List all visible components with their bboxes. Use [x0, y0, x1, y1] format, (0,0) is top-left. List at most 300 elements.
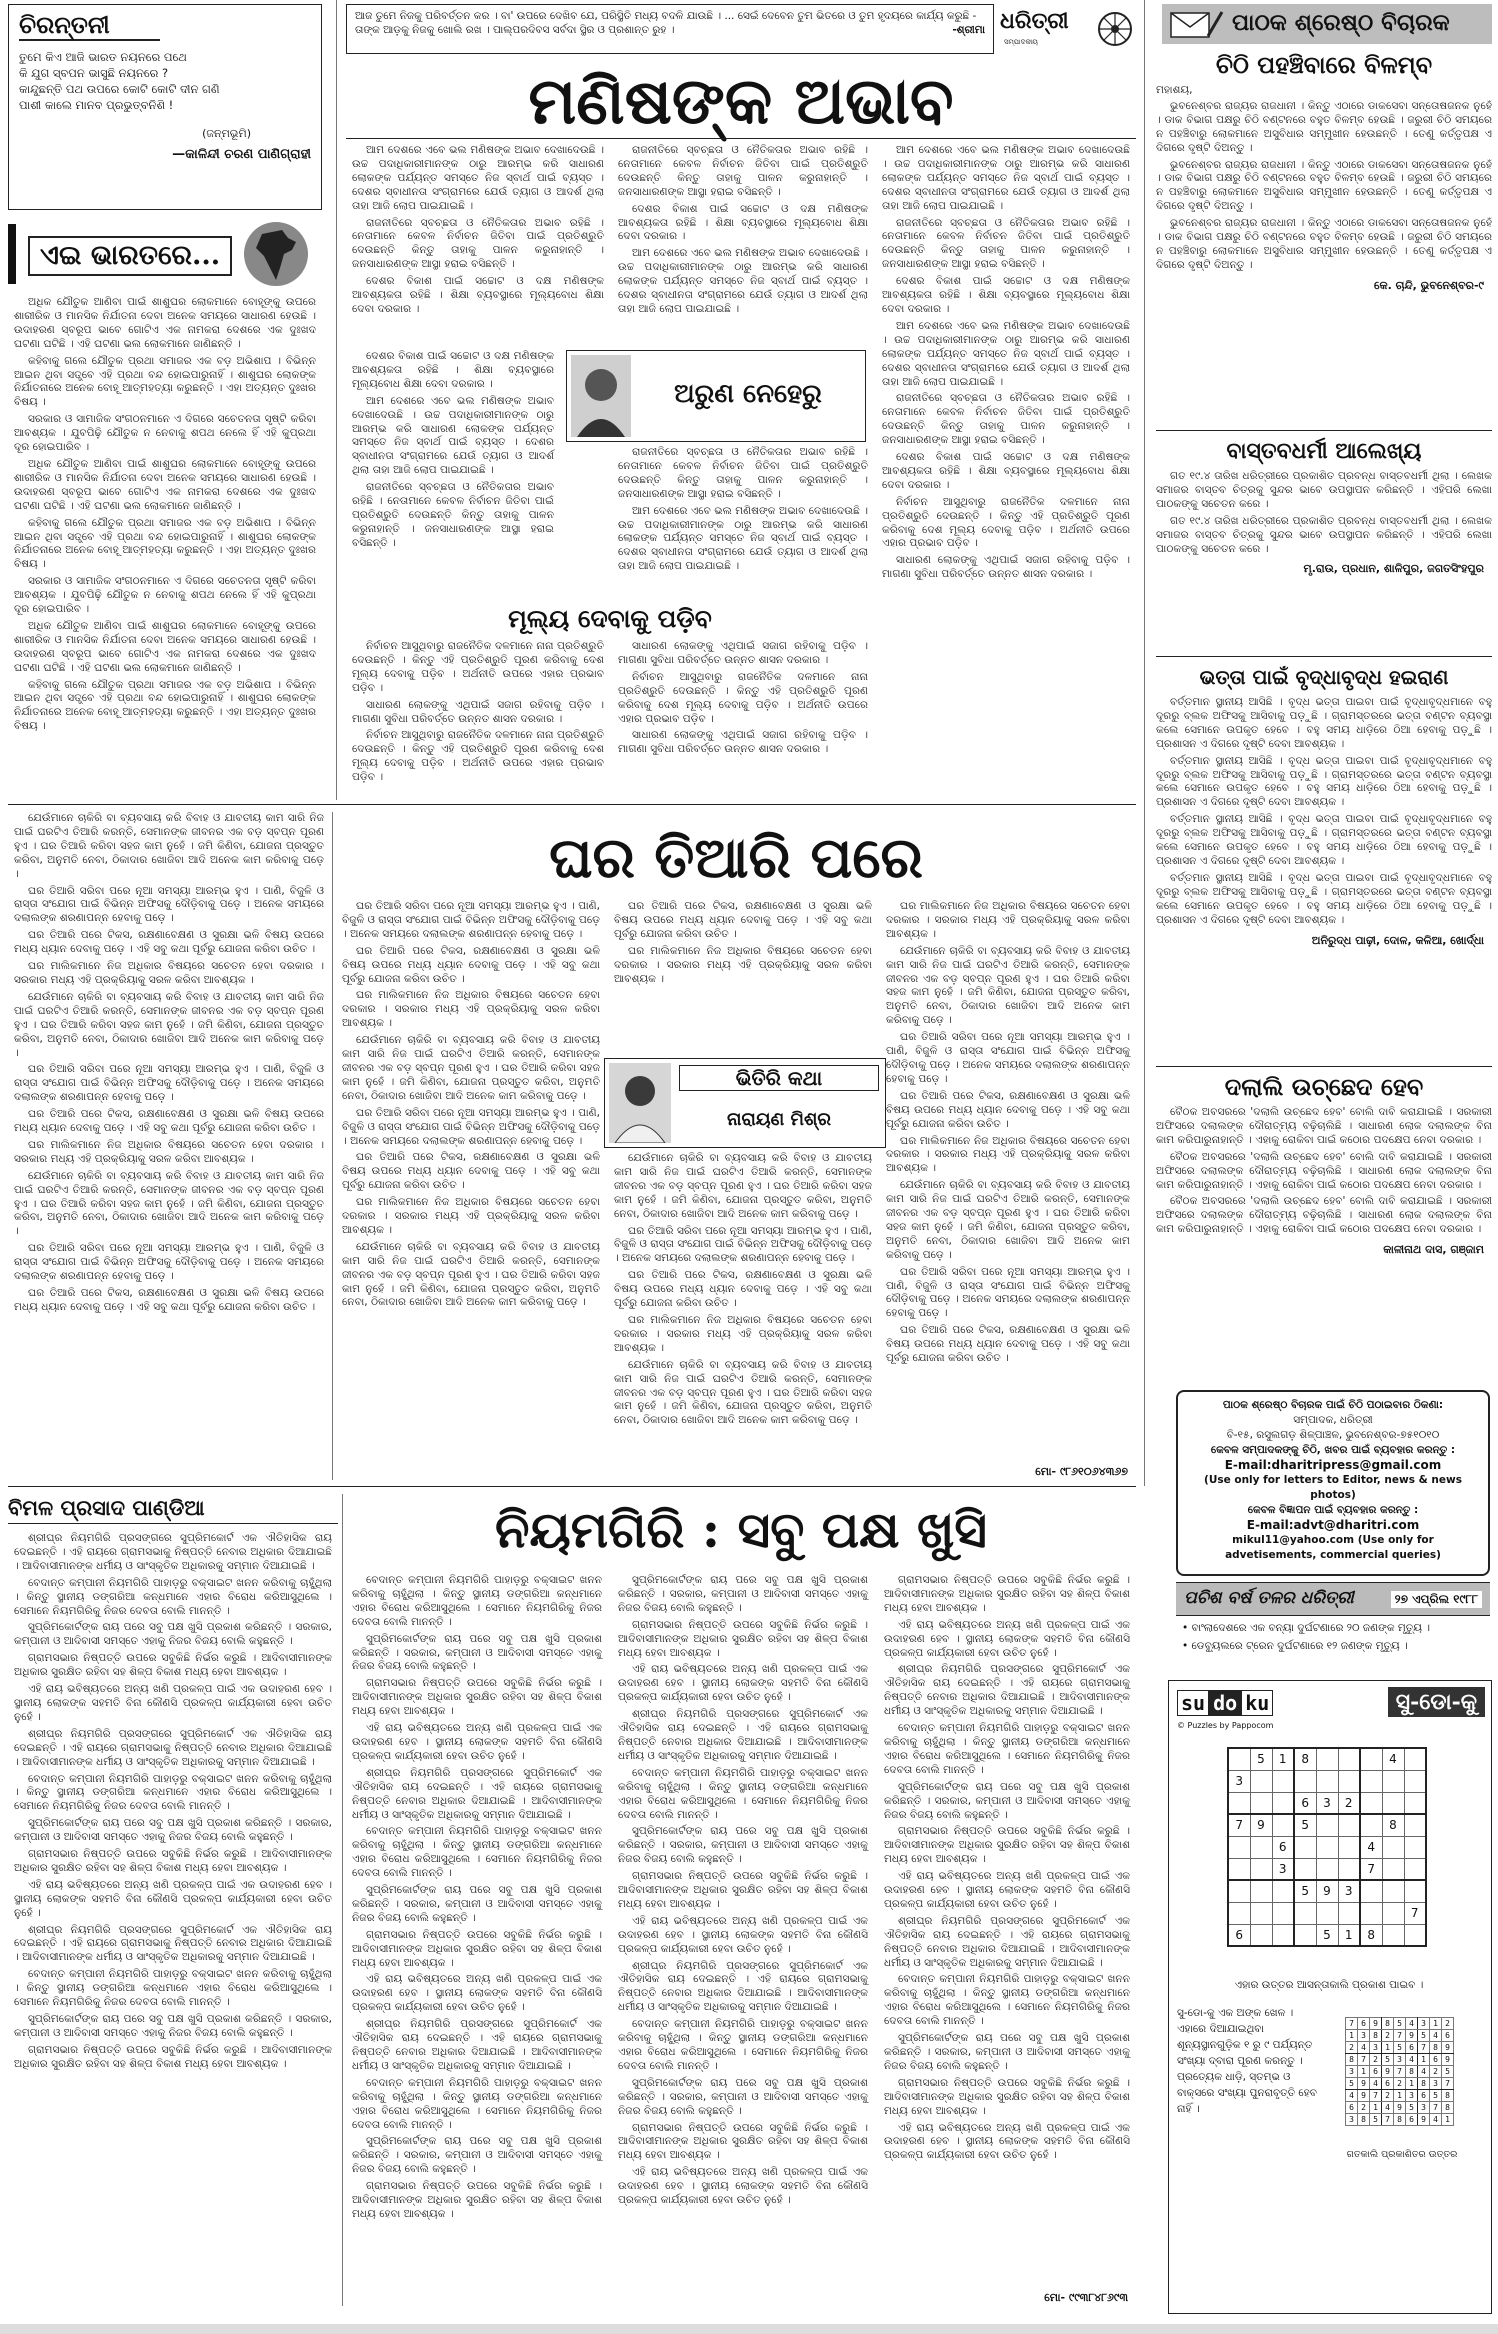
solution-cell: 9	[1442, 2042, 1454, 2054]
paragraph: ସୁପ୍ରିମକୋର୍ଟଙ୍କ ରାୟ ପରେ ସବୁ ପକ୍ଷ ଖୁସି ପ୍ରକାଶ କରିଛନ୍ତି । ସରକାର, କମ୍ପାନୀ ଓ ଆଦିବାସୀ ସମସ୍ତେ ଏହାକୁ ନିଜର ବିଜୟ ବୋଲି କହୁଛନ୍ତି ।	[618, 2076, 868, 2117]
sudoku-cell[interactable]	[1294, 1858, 1316, 1880]
pachisha-banner	[1176, 1582, 1490, 1616]
section-divider	[8, 1486, 1136, 1487]
solution-cell: 5	[1394, 2042, 1406, 2054]
paragraph: ଗ୍ରାମସଭାର ନିଷ୍ପତ୍ତି ଉପରେ ସବୁକିଛି ନିର୍ଭର କରୁଛି । ଆଦିବାସୀମାନଙ୍କ ଅଧିକାର ସୁରକ୍ଷିତ ରହିବା ସହ ଶିଳ୍ପ ବିକାଶ ମଧ୍ୟ ହେବା ଆବଶ୍ୟକ ।	[884, 1825, 1130, 1866]
sudoku-cell[interactable]	[1316, 1748, 1338, 1770]
solution-row	[1346, 2030, 1454, 2042]
solution-cell: 2	[1346, 2042, 1358, 2054]
solution-cell: 5	[1418, 2030, 1430, 2042]
sudoku-cell[interactable]: 9	[1316, 1880, 1338, 1902]
solution-cell: 4	[1370, 2078, 1382, 2090]
sudoku-cell[interactable]	[1250, 1858, 1272, 1880]
niyamagiri-contact: ମୋ- ୯୯୩୮୪୮୬୯୩	[1044, 2291, 1128, 2304]
paragraph: ଘର ମାଲିକମାନେ ନିଜ ଅଧିକାର ବିଷୟରେ ସଚେତନ ହେବା ଦରକାର । ସରକାର ମଧ୍ୟ ଏହି ପ୍ରକ୍ରିୟାକୁ ସରଳ କରିବା ଆବଶ୍ୟକ ।	[886, 1134, 1130, 1175]
paragraph: ଶ୍ରୀଘ୍ର ନିୟମଗିରି ପ୍ରସଙ୍ଗରେ ସୁପ୍ରିମକୋର୍ଟ ଏକ ଐତିହାସିକ ରାୟ ଦେଇଛନ୍ତି । ଏହି ରାୟରେ ଗ୍ରାମସଭାକୁ ନିଷ୍ପତ୍ତି ନେବାର ଅଧିକାର ଦିଆଯାଇଛି । ଆଦିବାସୀମାନଙ୍କ ଧର୍ମୀୟ ଓ ସାଂସ୍କୃତିକ ଅଧିକାରକୁ ସମ୍ମାନ ଦିଆଯାଇଛି ।	[618, 1959, 868, 2014]
paragraph: ନିର୍ବାଚନ ଆସୁଥିବାରୁ ରାଜନୈତିକ ଦଳମାନେ ନାନା ପ୍ରତିଶ୍ରୁତି ଦେଉଛନ୍ତି । କିନ୍ତୁ ଏହି ପ୍ରତିଶ୍ରୁତି ପୂରଣ କରିବାକୁ ଦେଶ ମୂଲ୍ୟ ଦେବାକୁ ପଡ଼ିବ । ଅର୍ଥନୀତି ଉପରେ ଏହାର ପ୍ରଭାବ ପଡ଼ିବ ।	[882, 495, 1130, 550]
sudoku-cell[interactable]	[1338, 1902, 1360, 1924]
columnist-photo	[609, 1063, 671, 1143]
editorial-col-2b	[612, 446, 874, 602]
paragraph: ଏହି ରାୟ ଭବିଷ୍ୟତରେ ଅନ୍ୟ ଖଣି ପ୍ରକଳ୍ପ ପାଇଁ ଏକ ଉଦାହରଣ ହେବ । ସ୍ଥାନୀୟ ଲୋକଙ୍କ ସହମତି ବିନା କୌଣସି ପ୍ରକଳ୍ପ କାର୍ଯ୍ୟକାରୀ ହେବା ଉଚିତ ନୁହେଁ ।	[618, 1914, 868, 1955]
contact-line: (Use only for letters to Editor, news & news photos)	[1204, 1474, 1462, 1501]
sudoku-cell[interactable]	[1250, 1836, 1272, 1858]
sudoku-cell[interactable]	[1272, 1770, 1294, 1792]
solution-cell: 3	[1430, 2078, 1442, 2090]
contact-line: କେବଳ ସମ୍ପାଦକଙ୍କୁ ଚିଠି, ଖବର ପାଇଁ ବ୍ୟବହାର କରନ୍ତୁ :	[1210, 1444, 1456, 1456]
solution-cell: 4	[1406, 2054, 1418, 2066]
contact-line: ବି-୧୫, ରସୁଲଗଡ଼ ଶିଳ୍ପାଞ୍ଚଳ, ଭୁବନେଶ୍ବର-୭୫୧୦୧୦	[1226, 1429, 1440, 1441]
solution-cell: 9	[1418, 2114, 1430, 2126]
quote-box	[346, 4, 994, 54]
solution-cell: 6	[1406, 2114, 1418, 2126]
paragraph: ବର୍ତ୍ତମାନ ସ୍ଥାନୀୟ ଆସିଛି । ବୃଦ୍ଧ ଭତ୍ତା ପାଇବା ପାଇଁ ବୃଦ୍ଧାବୃଦ୍ଧମାନେ ବହୁ ଦୂରରୁ ବ୍ଲକ ଅଫିସକୁ ଆସିବାକୁ ପଡ଼ୁଛି । ଗ୍ରାମସ୍ତରରେ ଭତ୍ତା ବଣ୍ଟନ ବ୍ୟବସ୍ଥା କଲେ ସେମାନେ ଉପକୃତ ହେବେ । ବହୁ ସମୟ ଧାଡ଼ିରେ ଠିଆ ହେବାକୁ ପଡ଼ୁଛି । ପ୍ରଶାସନ ଏ ଦିଗରେ ଦୃଷ୍ଟି ଦେବା ଆବଶ୍ୟକ ।	[1156, 754, 1492, 809]
paragraph: ଗ୍ରାମସଭାର ନିଷ୍ପତ୍ତି ଉପରେ ସବୁକିଛି ନିର୍ଭର କରୁଛି । ଆଦିବାସୀମାନଙ୍କ ଅଧିକାର ସୁରକ୍ଷିତ ରହିବା ସହ ଶିଳ୍ପ ବିକାଶ ମଧ୍ୟ ହେବା ଆବଶ୍ୟକ ।	[14, 1652, 332, 1679]
sudoku-cell[interactable]	[1360, 1902, 1382, 1924]
poem-line: କାନ୍ଦୁଛନ୍ତି ପଥ ଉପରେ କୋଟି କୋଟି ଦୀନ ଗଣି	[19, 82, 220, 96]
letter-title: ଭତ୍ତା ପାଇଁ ବୃଦ୍ଧାବୃଦ୍ଧ ହଇରାଣ	[1199, 665, 1449, 689]
solution-row	[1346, 2102, 1454, 2114]
solution-cell: 7	[1418, 2042, 1430, 2054]
solution-cell: 2	[1442, 2018, 1454, 2030]
solution-cell: 1	[1358, 2066, 1370, 2078]
sudoku-cell[interactable]	[1382, 1858, 1404, 1880]
solution-cell: 9	[1370, 2018, 1382, 2030]
sub-editorial-col-1	[346, 640, 610, 792]
editorial-col-2	[612, 144, 874, 346]
sudoku-cell[interactable]	[1382, 1836, 1404, 1858]
letter-body	[1156, 100, 1492, 273]
sudoku-cell[interactable]	[1360, 1748, 1382, 1770]
solution-cell: 3	[1406, 2090, 1418, 2102]
sudoku-cell[interactable]	[1316, 1902, 1338, 1924]
paragraph: ଏହି ରାୟ ଭବିଷ୍ୟତରେ ଅନ୍ୟ ଖଣି ପ୍ରକଳ୍ପ ପାଇଁ ଏକ ଉଦାହରଣ ହେବ । ସ୍ଥାନୀୟ ଲୋକଙ୍କ ସହମତି ବିନା କୌଣସି ପ୍ରକଳ୍ପ କାର୍ଯ୍ୟକାରୀ ହେବା ଉଚିତ ନୁହେଁ ।	[14, 1683, 332, 1723]
paragraph: ଗ୍ରାମସଭାର ନିଷ୍ପତ୍ତି ଉପରେ ସବୁକିଛି ନିର୍ଭର କରୁଛି । ଆଦିବାସୀମାନଙ୍କ ଅଧିକାର ସୁରକ୍ଷିତ ରହିବା ସହ ଶିଳ୍ପ ବିକାଶ ମଧ୍ୟ ହେବା ଆବଶ୍ୟକ ।	[618, 1618, 868, 1659]
paragraph: ସାଧାରଣ ଲୋକଙ୍କୁ ଏଥିପାଇଁ ସଜାଗ ରହିବାକୁ ପଡ଼ିବ । ମାଗଣା ସୁବିଧା ପରିବର୍ତ୍ତେ ଉନ୍ନତ ଶାସନ ଦରକାର ।	[618, 729, 868, 756]
sudoku-cell[interactable]: 3	[1228, 1770, 1250, 1792]
letter-4	[1156, 1072, 1492, 1380]
solution-cell: 6	[1442, 2030, 1454, 2042]
paragraph: ଗ୍ରାମସଭାର ନିଷ୍ପତ୍ତି ଉପରେ ସବୁକିଛି ନିର୍ଭର କରୁଛି । ଆଦିବାସୀମାନଙ୍କ ଅଧିକାର ସୁରକ୍ଷିତ ରହିବା ସହ ଶିଳ୍ପ ବିକାଶ ମଧ୍ୟ ହେବା ଆବଶ୍ୟକ ।	[884, 1574, 1130, 1614]
paragraph: ସୁପ୍ରିମକୋର୍ଟଙ୍କ ରାୟ ପରେ ସବୁ ପକ୍ଷ ଖୁସି ପ୍ରକାଶ କରିଛନ୍ତି । ସରକାର, କମ୍ପାନୀ ଓ ଆଦିବାସୀ ସମସ୍ତେ ଏହାକୁ ନିଜର ବିଜୟ ବୋଲି କହୁଛନ୍ତି ।	[14, 2013, 332, 2039]
sudoku-cell[interactable]	[1382, 1792, 1404, 1814]
paragraph: ଘର ମାଲିକମାନେ ନିଜ ଅଧିକାର ବିଷୟରେ ସଚେତନ ହେବା ଦରକାର । ସରକାର ମଧ୍ୟ ଏହି ପ୍ରକ୍ରିୟାକୁ ସରଳ କରିବା ଆବଶ୍ୟକ ।	[14, 960, 324, 986]
sudoku-cell[interactable]	[1404, 1858, 1426, 1880]
paragraph: ଦେଶର ବିକାଶ ପାଇଁ ସଚ୍ଚୋଟ ଓ ଦକ୍ଷ ମଣିଷଙ୍କ ଆବଶ୍ୟକତା ରହିଛି । ଶିକ୍ଷା ବ୍ୟବସ୍ଥାରେ ମୂଲ୍ୟବୋଧ ଶିକ୍ଷା ଦେବା ଦରକାର ।	[882, 275, 1130, 315]
ghara-col-3	[880, 900, 1136, 1460]
sudoku-title: ସୁ-ଡୋ-କୁ	[1388, 1687, 1485, 1717]
sudoku-cell[interactable]	[1294, 1836, 1316, 1858]
chirantani-box	[8, 4, 322, 210]
paragraph: ସାଧାରଣ ଲୋକଙ୍କୁ ଏଥିପାଇଁ ସଜାଗ ରହିବାକୁ ପଡ଼ିବ । ମାଗଣା ସୁବିଧା ପରିବର୍ତ୍ତେ ଉନ୍ନତ ଶାସନ ଦରକାର ।	[882, 554, 1130, 581]
sudoku-cell[interactable]	[1382, 1924, 1404, 1946]
section-divider	[8, 804, 1136, 805]
solution-cell: 4	[1430, 2114, 1442, 2126]
email-advt[interactable]: E-mail:advt@dharitri.com	[1246, 1518, 1420, 1532]
solution-cell: 1	[1442, 2114, 1454, 2126]
paragraph: ବେଦାନ୍ତ କମ୍ପାନୀ ନିୟମଗିରି ପାହାଡ଼ରୁ ବକ୍ସାଇଟ ଖନନ କରିବାକୁ ଚାହୁଁଥିଲା । କିନ୍ତୁ ସ୍ଥାନୀୟ ଡଙ୍ଗରିଆ କନ୍ଧମାନେ ଏହାର ବିରୋଧ କରିଆସୁଥିଲେ । ସେମାନେ ନିୟମଗିରିକୁ ନିଜର ଦେବତା ବୋଲି ମାନନ୍ତି ।	[352, 1574, 602, 1628]
sudoku-cell[interactable]	[1228, 1792, 1250, 1814]
solution-cell: 4	[1430, 2030, 1442, 2042]
solution-cell: 3	[1394, 2054, 1406, 2066]
column-rule	[336, 0, 337, 800]
paragraph: ରାଜନୀତିରେ ସ୍ବଚ୍ଛତା ଓ ନୈତିକତାର ଅଭାବ ରହିଛି । ନେତାମାନେ କେବଳ ନିର୍ବାଚନ ଜିତିବା ପାଇଁ ପ୍ରତିଶ୍ରୁତି ଦେଉଛନ୍ତି କିନ୍ତୁ ତାହାକୁ ପାଳନ କରୁନାହାନ୍ତି । ଜନସାଧାରଣଙ୍କ ଆସ୍ଥା ହରାଇ ବସିଛନ୍ତି ।	[882, 392, 1130, 447]
paragraph: ଏହି ରାୟ ଭବିଷ୍ୟତରେ ଅନ୍ୟ ଖଣି ପ୍ରକଳ୍ପ ପାଇଁ ଏକ ଉଦାହରଣ ହେବ । ସ୍ଥାନୀୟ ଲୋକଙ୍କ ସହମତି ବିନା କୌଣସି ପ୍ରକଳ୍ପ କାର୍ଯ୍ୟକାରୀ ହେବା ଉଚିତ ନୁହେଁ ।	[618, 2166, 868, 2207]
paragraph: ଅଧିକ ଯୌତୁକ ଆଣିବା ପାଇଁ ଶାଶୁଘର ଲୋକମାନେ ବୋହୂଙ୍କୁ ଉପରେ ଶାରୀରିକ ଓ ମାନସିକ ନିର୍ଯାତନା ଦେବା ଅନେକ ସମୟରେ ସାଧାରଣ ହେଉଛି । ଉଦାହରଣ ସ୍ବରୂପ ଭାବେ ଗୋଟିଏ ଏକ ନାମକରା ଦେଶରେ ଏକ ଦୁଃଖଦ ଘଟଣା ଘଟିଛି । ଏହି ଘଟଣା ଭଲ ଲୋକମାନେ ଜାଣିଛନ୍ତି ।	[14, 619, 316, 674]
solution-row	[1346, 2018, 1454, 2030]
pathaka-header	[1162, 4, 1492, 44]
paragraph: ଏହି ରାୟ ଭବିଷ୍ୟତରେ ଅନ୍ୟ ଖଣି ପ୍ରକଳ୍ପ ପାଇଁ ଏକ ଉଦାହରଣ ହେବ । ସ୍ଥାନୀୟ ଲୋକଙ୍କ ସହମତି ବିନା କୌଣସି ପ୍ରକଳ୍ପ କାର୍ଯ୍ୟକାରୀ ହେବା ଉଚିତ ନୁହେଁ ।	[884, 1870, 1130, 1910]
solution-row	[1346, 2066, 1454, 2078]
sudoku-cell[interactable]: 7	[1228, 1814, 1250, 1836]
email-editor[interactable]: E-mail:dharitripress@gmail.com	[1224, 1458, 1442, 1472]
solution-cell: 6	[1370, 2066, 1382, 2078]
solution-cell: 7	[1358, 2054, 1370, 2066]
sudoku-logo	[1177, 1691, 1273, 1715]
solution-cell: 6	[1358, 2018, 1370, 2030]
sudoku-cell[interactable]	[1360, 1770, 1382, 1792]
paragraph: ଯେଉଁମାନେ ଚାକିରି ବା ବ୍ୟବସାୟ କରି ବିବାହ ଓ ଯାବତୀୟ କାମ ସାରି ନିଜ ପାଇଁ ଘରଟିଏ ତିଆରି କରନ୍ତି, ସେମାନଙ୍କ ଜୀବନର ଏକ ବଡ଼ ସ୍ବପ୍ନ ପୂରଣ ହୁଏ । ଘର ତିଆରି କରିବା ସହଜ କାମ ନୁହେଁ । ଜମି କିଣିବା, ଯୋଜନା ପ୍ରସ୍ତୁତ କରିବା, ଅନୁମତି ନେବା, ଠିକାଦାର ଖୋଜିବା ଆଦି ଅନେକ କାମ କରିବାକୁ ପଡ଼େ ।	[14, 990, 324, 1059]
solution-row	[1346, 2090, 1454, 2102]
sudoku-cell[interactable]: 3	[1338, 1880, 1360, 1902]
paragraph: ଦେଶର ବିକାଶ ପାଇଁ ସଚ୍ଚୋଟ ଓ ଦକ୍ଷ ମଣିଷଙ୍କ ଆବଶ୍ୟକତା ରହିଛି । ଶିକ୍ଷା ବ୍ୟବସ୍ଥାରେ ମୂଲ୍ୟବୋଧ ଶିକ୍ଷା ଦେବା ଦରକାର ।	[352, 350, 554, 390]
paragraph: ଶ୍ରୀଘ୍ର ନିୟମଗିରି ପ୍ରସଙ୍ଗରେ ସୁପ୍ରିମକୋର୍ଟ ଏକ ଐତିହାସିକ ରାୟ ଦେଇଛନ୍ତି । ଏହି ରାୟରେ ଗ୍ରାମସଭାକୁ ନିଷ୍ପତ୍ତି ନେବାର ଅଧିକାର ଦିଆଯାଇଛି । ଆଦିବାସୀମାନଙ୍କ ଧର୍ମୀୟ ଓ ସାଂସ୍କୃତିକ ଅଧିକାରକୁ ସମ୍ମାନ ଦିଆଯାଇଛି ।	[884, 1914, 1130, 1969]
divider	[1156, 1066, 1492, 1067]
solution-cell: 9	[1382, 2066, 1394, 2078]
sudoku-cell[interactable]: 1	[1272, 1748, 1294, 1770]
sudoku-cell[interactable]	[1272, 1902, 1294, 1924]
solution-cell: 3	[1358, 2030, 1370, 2042]
sudoku-cell[interactable]: 6	[1228, 1924, 1250, 1946]
solution-cell: 8	[1382, 2018, 1394, 2030]
paragraph: ବୈଠକ ଅବସରରେ 'ଦଲାଲି ଉଚ୍ଛେଦ ହେବ' ବୋଲି ଦାବି କରାଯାଇଛି । ସରକାରୀ ଅଫିସରେ ଦଲାଲଙ୍କ ଦୌରାତ୍ମ୍ୟ ବଢ଼ିଚାଲିଛି । ସାଧାରଣ ଲୋକ ଦଲାଲଙ୍କ ବିନା କାମ କରିପାରୁନାହାନ୍ତି । ଏହାକୁ ରୋକିବା ପାଇଁ କଠୋର ପଦକ୍ଷେପ ନେବା ଦରକାର ।	[1156, 1150, 1492, 1191]
paragraph: ଦେଶର ବିକାଶ ପାଇଁ ସଚ୍ଚୋଟ ଓ ଦକ୍ଷ ମଣିଷଙ୍କ ଆବଶ୍ୟକତା ରହିଛି । ଶିକ୍ଷା ବ୍ୟବସ୍ଥାରେ ମୂଲ୍ୟବୋଧ ଶିକ୍ଷା ଦେବା ଦରକାର ।	[882, 451, 1130, 491]
sudoku-cell[interactable]	[1360, 1814, 1382, 1836]
sudoku-cell[interactable]: 6	[1294, 1792, 1316, 1814]
solution-cell: 6	[1430, 2054, 1442, 2066]
paragraph: ଦେଶର ବିକାଶ ପାଇଁ ସଚ୍ଚୋଟ ଓ ଦକ୍ଷ ମଣିଷଙ୍କ ଆବଶ୍ୟକତା ରହିଛି । ଶିକ୍ଷା ବ୍ୟବସ୍ଥାରେ ମୂଲ୍ୟବୋଧ ଶିକ୍ଷା ଦେବା ଦରକାର ।	[352, 275, 604, 315]
columnist-photo	[571, 355, 631, 437]
paragraph: ଆମ ଦେଶରେ ଏବେ ଭଲ ମଣିଷଙ୍କ ଅଭାବ ଦେଖାଦେଉଛି । ଉଚ୍ଚ ପଦାଧିକାରୀମାନଙ୍କ ଠାରୁ ଆରମ୍ଭ କରି ସାଧାରଣ ଲୋକଙ୍କ ପର୍ଯ୍ୟନ୍ତ ସମସ୍ତେ ନିଜ ସ୍ବାର୍ଥ ପାଇଁ ବ୍ୟସ୍ତ । ଦେଶର ସ୍ବାଧୀନତା ସଂଗ୍ରାମରେ ଯେଉଁ ତ୍ୟାଗ ଓ ଆଦର୍ଶ ଥିଲା ତାହା ଆଜି ଲୋପ ପାଇଯାଇଛି ।	[352, 394, 554, 477]
sudoku-cell[interactable]	[1228, 1902, 1250, 1924]
paragraph: ସରକାର ଓ ସାମାଜିକ ସଂଗଠନମାନେ ଏ ଦିଗରେ ସଚେତନତା ସୃଷ୍ଟି କରିବା ଆବଶ୍ୟକ । ଯୁବପିଢ଼ି ଯୌତୁକ ନ ନେବାକୁ ଶପଥ ନେଲେ ହିଁ ଏହି କୁପ୍ରଥା ଦୂର ହୋଇପାରିବ ।	[14, 575, 316, 616]
paragraph: ଘର ତିଆରି ସରିବା ପରେ ନୂଆ ସମସ୍ୟା ଆରମ୍ଭ ହୁଏ । ପାଣି, ବିଜୁଳି ଓ ରାସ୍ତା ସଂଯୋଗ ପାଇଁ ବିଭିନ୍ନ ଅଫିସକୁ ଦୌଡ଼ିବାକୁ ପଡ଼େ । ଅନେକ ସମୟରେ ଦଲାଲଙ୍କ ଶରଣାପନ୍ନ ହେବାକୁ ପଡ଼େ ।	[14, 1063, 324, 1104]
solution-cell: 7	[1370, 2090, 1382, 2102]
paragraph: ବର୍ତ୍ତମାନ ସ୍ଥାନୀୟ ଆସିଛି । ବୃଦ୍ଧ ଭତ୍ତା ପାଇବା ପାଇଁ ବୃଦ୍ଧାବୃଦ୍ଧମାନେ ବହୁ ଦୂରରୁ ବ୍ଲକ ଅଫିସକୁ ଆସିବାକୁ ପଡ଼ୁଛି । ଗ୍ରାମସ୍ତରରେ ଭତ୍ତା ବଣ୍ଟନ ବ୍ୟବସ୍ଥା କଲେ ସେମାନେ ଉପକୃତ ହେବେ । ବହୁ ସମୟ ଧାଡ଼ିରେ ଠିଆ ହେବାକୁ ପଡ଼ୁଛି । ପ୍ରଶାସନ ଏ ଦିଗରେ ଦୃଷ୍ଟି ଦେବା ଆବଶ୍ୟକ ।	[1156, 696, 1492, 750]
sudoku-cell[interactable]: 5	[1294, 1814, 1316, 1836]
paragraph: ଗ୍ରାମସଭାର ନିଷ୍ପତ୍ତି ଉପରେ ସବୁକିଛି ନିର୍ଭର କରୁଛି । ଆଦିବାସୀମାନଙ୍କ ଅଧିକାର ସୁରକ୍ଷିତ ରହିବା ସହ ଶିଳ୍ପ ବିକାଶ ମଧ୍ୟ ହେବା ଆବଶ୍ୟକ ।	[352, 2180, 602, 2220]
pen-icon	[1204, 8, 1226, 40]
sudoku-cell[interactable]	[1316, 1814, 1338, 1836]
masthead-name: ଧରିତ୍ରୀ	[1000, 8, 1069, 34]
ei-bharatare-header	[8, 220, 322, 290]
letter-salute: ମହାଶୟ,	[1156, 84, 1193, 96]
sudoku-cell[interactable]: 7	[1404, 1902, 1426, 1924]
paragraph: ଭୁବନେଶ୍ବର ରାଜ୍ୟର ରାଜଧାନୀ । କିନ୍ତୁ ଏଠାରେ ଡାକସେବା ସନ୍ତୋଷଜନକ ନୁହେଁ । ଡାକ ବିଭାଗ ପକ୍ଷରୁ ଚିଠି ବଣ୍ଟନରେ ବହୁତ ବିଳମ୍ବ ହେଉଛି । ଜରୁରୀ ଚିଠି ସମୟରେ ନ ପହଞ୍ଚିବାରୁ ଲୋକମାନେ ଅସୁବିଧାର ସମ୍ମୁଖୀନ ହେଉଛନ୍ତି । ତେଣୁ କର୍ତ୍ତୃପକ୍ଷ ଏ ଦିଗରେ ଦୃଷ୍ଟି ଦିଅନ୍ତୁ ।	[1156, 217, 1492, 271]
paragraph: ଆମ ଦେଶରେ ଏବେ ଭଲ ମଣିଷଙ୍କ ଅଭାବ ଦେଖାଦେଉଛି । ଉଚ୍ଚ ପଦାଧିକାରୀମାନଙ୍କ ଠାରୁ ଆରମ୍ଭ କରି ସାଧାରଣ ଲୋକଙ୍କ ପର୍ଯ୍ୟନ୍ତ ସମସ୍ତେ ନିଜ ସ୍ବାର୍ଥ ପାଇଁ ବ୍ୟସ୍ତ । ଦେଶର ସ୍ବାଧୀନତା ସଂଗ୍ରାମରେ ଯେଉଁ ତ୍ୟାଗ ଓ ଆଦର୍ଶ ଥିଲା ତାହା ଆଜି ଲୋପ ପାଇଯାଇଛି ।	[882, 144, 1130, 212]
paragraph: ଶ୍ରୀଘ୍ର ନିୟମଗିରି ପ୍ରସଙ୍ଗରେ ସୁପ୍ରିମକୋର୍ଟ ଏକ ଐତିହାସିକ ରାୟ ଦେଇଛନ୍ତି । ଏହି ରାୟରେ ଗ୍ରାମସଭାକୁ ନିଷ୍ପତ୍ତି ନେବାର ଅଧିକାର ଦିଆଯାଇଛି । ଆଦିବାସୀମାନଙ୍କ ଧର୍ମୀୟ ଓ ସାଂସ୍କୃତିକ ଅଧିକାରକୁ ସମ୍ମାନ ଦିଆଯାଇଛି ।	[884, 1663, 1130, 1718]
letter-2	[1156, 436, 1492, 656]
paragraph: ଏହି ରାୟ ଭବିଷ୍ୟତରେ ଅନ୍ୟ ଖଣି ପ୍ରକଳ୍ପ ପାଇଁ ଏକ ଉଦାହରଣ ହେବ । ସ୍ଥାନୀୟ ଲୋକଙ୍କ ସହମତି ବିନା କୌଣସି ପ୍ରକଳ୍ପ କାର୍ଯ୍ୟକାରୀ ହେବା ଉଚିତ ନୁହେଁ ।	[884, 1618, 1130, 1659]
sudoku-cell[interactable]: 1	[1338, 1924, 1360, 1946]
paragraph: ବେଦାନ୍ତ କମ୍ପାନୀ ନିୟମଗିରି ପାହାଡ଼ରୁ ବକ୍ସାଇଟ ଖନନ କରିବାକୁ ଚାହୁଁଥିଲା । କିନ୍ତୁ ସ୍ଥାନୀୟ ଡଙ୍ଗରିଆ କନ୍ଧମାନେ ଏହାର ବିରୋଧ କରିଆସୁଥିଲେ । ସେମାନେ ନିୟମଗିରିକୁ ନିଜର ଦେବତା ବୋଲି ମାନନ୍ତି ।	[884, 1973, 1130, 2028]
sudoku-cell[interactable]	[1338, 1770, 1360, 1792]
paragraph: ଯେଉଁମାନେ ଚାକିରି ବା ବ୍ୟବସାୟ କରି ବିବାହ ଓ ଯାବତୀୟ କାମ ସାରି ନିଜ ପାଇଁ ଘରଟିଏ ତିଆରି କରନ୍ତି, ସେମାନଙ୍କ ଜୀବନର ଏକ ବଡ଼ ସ୍ବପ୍ନ ପୂରଣ ହୁଏ । ଘର ତିଆରି କରିବା ସହଜ କାମ ନୁହେଁ । ଜମି କିଣିବା, ଯୋଜନା ପ୍ରସ୍ତୁତ କରିବା, ଅନୁମତି ନେବା, ଠିକାଦାର ଖୋଜିବା ଆଦି ଅନେକ କାମ କରିବାକୁ ପଡ଼େ ।	[886, 944, 1130, 1027]
solution-cell: 2	[1358, 2102, 1370, 2114]
paragraph: ଘର ମାଲିକମାନେ ନିଜ ଅଧିକାର ବିଷୟରେ ସଚେତନ ହେବା ଦରକାର । ସରକାର ମଧ୍ୟ ଏହି ପ୍ରକ୍ରିୟାକୁ ସରଳ କରିବା ଆବଶ୍ୟକ ।	[614, 944, 872, 985]
sudoku-row	[1228, 1880, 1426, 1902]
paragraph: ଶ୍ରୀଘ୍ର ନିୟମଗିରି ପ୍ରସଙ୍ଗରେ ସୁପ୍ରିମକୋର୍ଟ ଏକ ଐତିହାସିକ ରାୟ ଦେଇଛନ୍ତି । ଏହି ରାୟରେ ଗ୍ରାମସଭାକୁ ନିଷ୍ପତ୍ତି ନେବାର ଅଧିକାର ଦିଆଯାଇଛି । ଆଦିବାସୀମାନଙ୍କ ଧର୍ମୀୟ ଓ ସାଂସ୍କୃତିକ ଅଧିକାରକୁ ସମ୍ମାନ ଦିଆଯାଇଛି ।	[352, 2018, 602, 2072]
sudoku-cell[interactable]	[1316, 1770, 1338, 1792]
sudoku-cell[interactable]: 6	[1272, 1836, 1294, 1858]
paragraph: ସୁପ୍ରିମକୋର୍ଟଙ୍କ ରାୟ ପରେ ସବୁ ପକ୍ଷ ଖୁସି ପ୍ରକାଶ କରିଛନ୍ତି । ସରକାର, କମ୍ପାନୀ ଓ ଆଦିବାସୀ ସମସ୍ତେ ଏହାକୁ ନିଜର ବିଜୟ ବୋଲି କହୁଛନ୍ତି ।	[618, 1825, 868, 1866]
paragraph: ଯେଉଁମାନେ ଚାକିରି ବା ବ୍ୟବସାୟ କରି ବିବାହ ଓ ଯାବତୀୟ କାମ ସାରି ନିଜ ପାଇଁ ଘରଟିଏ ତିଆରି କରନ୍ତି, ସେମାନଙ୍କ ଜୀବନର ଏକ ବଡ଼ ସ୍ବପ୍ନ ପୂରଣ ହୁଏ । ଘର ତିଆରି କରିବା ସହଜ କାମ ନୁହେଁ । ଜମି କିଣିବା, ଯୋଜନା ପ୍ରସ୍ତୁତ କରିବା, ଅନୁମତି ନେବା, ଠିକାଦାର ଖୋଜିବା ଆଦି ଅନେକ କାମ କରିବାକୁ ପଡ଼େ ।	[14, 1169, 324, 1238]
sudoku-cell[interactable]	[1228, 1858, 1250, 1880]
paragraph: ଶ୍ରୀଘ୍ର ନିୟମଗିରି ପ୍ରସଙ୍ଗରେ ସୁପ୍ରିମକୋର୍ଟ ଏକ ଐତିହାସିକ ରାୟ ଦେଇଛନ୍ତି । ଏହି ରାୟରେ ଗ୍ରାମସଭାକୁ ନିଷ୍ପତ୍ତି ନେବାର ଅଧିକାର ଦିଆଯାଇଛି । ଆଦିବାସୀମାନଙ୍କ ଧର୍ମୀୟ ଓ ସାଂସ୍କୃତିକ ଅଧିକାରକୁ ସମ୍ମାନ ଦିଆଯାଇଛି ।	[14, 1923, 332, 1964]
solution-cell: 3	[1346, 2114, 1358, 2126]
sudoku-cell[interactable]: 5	[1316, 1924, 1338, 1946]
solution-cell: 6	[1418, 2090, 1430, 2102]
solution-cell: 8	[1406, 2066, 1418, 2078]
ghara-intro	[8, 812, 330, 1480]
sudoku-cell[interactable]	[1338, 1836, 1360, 1858]
sudoku-cell[interactable]	[1338, 1858, 1360, 1880]
sudoku-cell[interactable]	[1228, 1748, 1250, 1770]
chakra-logo-icon	[1096, 10, 1134, 48]
solution-cell: 6	[1406, 2042, 1418, 2054]
paragraph: ଘର ତିଆରି ପରେ ଟିକସ, ରକ୍ଷଣାବେକ୍ଷଣ ଓ ସୁରକ୍ଷା ଭଳି ବିଷୟ ଉପରେ ମଧ୍ୟ ଧ୍ୟାନ ଦେବାକୁ ପଡ଼େ । ଏହି ସବୁ କଥା ପୂର୍ବରୁ ଯୋଜନା କରିବା ଉଚିତ ।	[342, 944, 600, 985]
solution-cell: 3	[1346, 2066, 1358, 2078]
solution-cell: 1	[1406, 2078, 1418, 2090]
editorial-sub-title: ମୂଲ୍ୟ ଦେବାକୁ ପଡ଼ିବ	[508, 604, 712, 633]
paragraph: ଘର ତିଆରି ସରିବା ପରେ ନୂଆ ସମସ୍ୟା ଆରମ୍ଭ ହୁଏ । ପାଣି, ବିଜୁଳି ଓ ରାସ୍ତା ସଂଯୋଗ ପାଇଁ ବିଭିନ୍ନ ଅଫିସକୁ ଦୌଡ଼ିବାକୁ ପଡ଼େ । ଅନେକ ସମୟରେ ଦଲାଲଙ୍କ ଶରଣାପନ୍ନ ହେବାକୁ ପଡ଼େ ।	[614, 1224, 872, 1265]
ei-bharatare-title: ଏଇ ଭାରତରେ...	[28, 236, 232, 276]
solution-cell: 5	[1442, 2066, 1454, 2078]
paragraph: କହିବାକୁ ଗଲେ ଯୌତୁକ ପ୍ରଥା ସମାଜର ଏକ ବଡ଼ ଅଭିଶାପ । ବିଭିନ୍ନ ଆଇନ ଥିବା ସତ୍ତ୍ବେ ଏହି ପ୍ରଥା ବନ୍ଦ ହୋଇପାରୁନାହିଁ । ଶାଶୁଘର ଲୋକଙ୍କ ନିର୍ଯାତନାରେ ଅନେକ ବୋହୂ ଆତ୍ମହତ୍ୟା କରୁଛନ୍ତି । ଏହା ଅତ୍ୟନ୍ତ ଦୁଃଖର ବିଷୟ ।	[14, 354, 316, 409]
sudoku-cell[interactable]	[1316, 1836, 1338, 1858]
sudoku-cell[interactable]: 8	[1382, 1814, 1404, 1836]
email-advt-alt[interactable]: mikul11@yahoo.com (Use only for advetisements, commercial queries)	[1225, 1534, 1441, 1561]
paragraph: ବେଦାନ୍ତ କମ୍ପାନୀ ନିୟମଗିରି ପାହାଡ଼ରୁ ବକ୍ସାଇଟ ଖନନ କରିବାକୁ ଚାହୁଁଥିଲା । କିନ୍ତୁ ସ୍ଥାନୀୟ ଡଙ୍ଗରିଆ କନ୍ଧମାନେ ଏହାର ବିରୋଧ କରିଆସୁଥିଲେ । ସେମାନେ ନିୟମଗିରିକୁ ନିଜର ଦେବତା ବୋଲି ମାନନ୍ତି ।	[618, 1766, 868, 1821]
sudoku-cell[interactable]	[1404, 1792, 1426, 1814]
paragraph: ଘର ତିଆରି ପରେ ଟିକସ, ରକ୍ଷଣାବେକ୍ଷଣ ଓ ସୁରକ୍ଷା ଭଳି ବିଷୟ ଉପରେ ମଧ୍ୟ ଧ୍ୟାନ ଦେବାକୁ ପଡ଼େ । ଏହି ସବୁ କଥା ପୂର୍ବରୁ ଯୋଜନା କରିବା ଉଚିତ ।	[614, 1269, 872, 1310]
paragraph: ସାଧାରଣ ଲୋକଙ୍କୁ ଏଥିପାଇଁ ସଜାଗ ରହିବାକୁ ପଡ଼ିବ । ମାଗଣା ସୁବିଧା ପରିବର୍ତ୍ତେ ଉନ୍ନତ ଶାସନ ଦରକାର ।	[352, 698, 604, 725]
solution-cell: 1	[1394, 2090, 1406, 2102]
paragraph: ବେଦାନ୍ତ କମ୍ପାନୀ ନିୟମଗିରି ପାହାଡ଼ରୁ ବକ୍ସାଇଟ ଖନନ କରିବାକୁ ଚାହୁଁଥିଲା । କିନ୍ତୁ ସ୍ଥାନୀୟ ଡଙ୍ଗରିଆ କନ୍ଧମାନେ ଏହାର ବିରୋଧ କରିଆସୁଥିଲେ । ସେମାନେ ନିୟମଗିରିକୁ ନିଜର ଦେବତା ବୋଲି ମାନନ୍ତି ।	[14, 1968, 332, 2009]
bhitiri-katha-box	[604, 1058, 886, 1148]
sudoku-row	[1228, 1902, 1426, 1924]
sudoku-cell[interactable]	[1250, 1770, 1272, 1792]
solution-cell: 1	[1370, 2102, 1382, 2114]
sudoku-cell[interactable]	[1272, 1880, 1294, 1902]
paragraph: ସୁପ୍ରିମକୋର୍ଟଙ୍କ ରାୟ ପରେ ସବୁ ପକ୍ଷ ଖୁସି ପ୍ରକାଶ କରିଛନ୍ତି । ସରକାର, କମ୍ପାନୀ ଓ ଆଦିବାସୀ ସମସ୍ତେ ଏହାକୁ ନିଜର ବିଜୟ ବୋଲି କହୁଛନ୍ତି ।	[352, 1632, 602, 1673]
letter-sign: କାଳୀନାଥ ଦାସ, ଗଞ୍ଜାମ	[1383, 1243, 1484, 1257]
masthead-sub: ସମ୍ପାଦକୀୟ	[1004, 38, 1038, 46]
sudoku-cell[interactable]	[1250, 1924, 1272, 1946]
paragraph: ଘର ତିଆରି ପରେ ଟିକସ, ରକ୍ଷଣାବେକ୍ଷଣ ଓ ସୁରକ୍ଷା ଭଳି ବିଷୟ ଉପରେ ମଧ୍ୟ ଧ୍ୟାନ ଦେବାକୁ ପଡ଼େ । ଏହି ସବୁ କଥା ପୂର୍ବରୁ ଯୋଜନା କରିବା ଉଚିତ ।	[342, 1151, 600, 1192]
paragraph: ନିର୍ବାଚନ ଆସୁଥିବାରୁ ରାଜନୈତିକ ଦଳମାନେ ନାନା ପ୍ରତିଶ୍ରୁତି ଦେଉଛନ୍ତି । କିନ୍ତୁ ଏହି ପ୍ରତିଶ୍ରୁତି ପୂରଣ କରିବାକୁ ଦେଶ ମୂଲ୍ୟ ଦେବାକୁ ପଡ଼ିବ । ଅର୍ଥନୀତି ଉପରେ ଏହାର ପ୍ରଭାବ ପଡ଼ିବ ।	[352, 729, 604, 784]
sudoku-howto: ସୁ-ଡୋ-କୁ ଏକ ଅଙ୍କ ଖେଳ । ଏହାରେ ଦିଆଯାଇଥିବା ଶୂନ୍ୟସ୍ଥାନଗୁଡ଼ିକ ୧ ରୁ ୯ ପର୍ଯ୍ୟନ୍ତ ସଂଖ୍ୟା ଦ୍ବାରା ପୂରଣ କରନ୍ତୁ । ପ୍ରତ୍ୟେକ ଧାଡ଼ି, ସ୍ତମ୍ଭ ଓ ବାକ୍ସରେ ସଂଖ୍ୟା ପୁନରାବୃତ୍ତି ହେବ ନାହିଁ ।	[1177, 2007, 1317, 2115]
divider	[1156, 430, 1492, 431]
paragraph: ଶ୍ରୀଘ୍ର ନିୟମଗିରି ପ୍ରସଙ୍ଗରେ ସୁପ୍ରିମକୋର୍ଟ ଏକ ଐତିହାସିକ ରାୟ ଦେଇଛନ୍ତି । ଏହି ରାୟରେ ଗ୍ରାମସଭାକୁ ନିଷ୍ପତ୍ତି ନେବାର ଅଧିକାର ଦିଆଯାଇଛି । ଆଦିବାସୀମାନଙ୍କ ଧର୍ମୀୟ ଓ ସାଂସ୍କୃତିକ ଅଧିକାରକୁ ସମ୍ମାନ ଦିଆଯାଇଛି ।	[618, 1708, 868, 1762]
paragraph: ଘର ତିଆରି ସରିବା ପରେ ନୂଆ ସମସ୍ୟା ଆରମ୍ଭ ହୁଏ । ପାଣି, ବିଜୁଳି ଓ ରାସ୍ତା ସଂଯୋଗ ପାଇଁ ବିଭିନ୍ନ ଅଫିସକୁ ଦୌଡ଼ିବାକୁ ପଡ଼େ । ଅନେକ ସମୟରେ ଦଲାଲଙ୍କ ଶରଣାପନ୍ନ ହେବାକୁ ପଡ଼େ ।	[342, 900, 600, 940]
sudoku-cell[interactable]	[1250, 1880, 1272, 1902]
solution-cell: 9	[1394, 2102, 1406, 2114]
bhitiri-katha-tag: ଭିତିରି କଥା	[679, 1065, 879, 1091]
paragraph: କହିବାକୁ ଗଲେ ଯୌତୁକ ପ୍ରଥା ସମାଜର ଏକ ବଡ଼ ଅଭିଶାପ । ବିଭିନ୍ନ ଆଇନ ଥିବା ସତ୍ତ୍ବେ ଏହି ପ୍ରଥା ବନ୍ଦ ହୋଇପାରୁନାହିଁ । ଶାଶୁଘର ଲୋକଙ୍କ ନିର୍ଯାତନାରେ ଅନେକ ବୋହୂ ଆତ୍ମହତ୍ୟା କରୁଛନ୍ତି । ଏହା ଅତ୍ୟନ୍ତ ଦୁଃଖର ବିଷୟ ।	[14, 678, 316, 733]
sudoku-cell[interactable]	[1228, 1836, 1250, 1858]
solution-cell: 2	[1382, 2090, 1394, 2102]
sudoku-row	[1228, 1924, 1426, 1946]
sudoku-cell[interactable]: 8	[1360, 1924, 1382, 1946]
sudoku-cell[interactable]: 5	[1250, 1748, 1272, 1770]
sudoku-row	[1228, 1814, 1426, 1836]
sudoku-cell[interactable]	[1382, 1770, 1404, 1792]
sudoku-cell[interactable]	[1404, 1836, 1426, 1858]
paragraph: ଘର ତିଆରି ସରିବା ପରେ ନୂଆ ସମସ୍ୟା ଆରମ୍ଭ ହୁଏ । ପାଣି, ବିଜୁଳି ଓ ରାସ୍ତା ସଂଯୋଗ ପାଇଁ ବିଭିନ୍ନ ଅଫିସକୁ ଦୌଡ଼ିବାକୁ ପଡ଼େ । ଅନେକ ସମୟରେ ଦଲାଲଙ୍କ ଶରଣାପନ୍ନ ହେବାକୁ ପଡ଼େ ।	[342, 1106, 600, 1147]
paragraph: ଘର ମାଲିକମାନେ ନିଜ ଅଧିକାର ବିଷୟରେ ସଚେତନ ହେବା ଦରକାର । ସରକାର ମଧ୍ୟ ଏହି ପ୍ରକ୍ରିୟାକୁ ସରଳ କରିବା ଆବଶ୍ୟକ ।	[614, 1313, 872, 1354]
letter-body	[1156, 696, 1492, 928]
bottom-strip	[0, 2324, 1498, 2334]
letter-body	[1156, 470, 1492, 556]
paragraph: ଯେଉଁମାନେ ଚାକିରି ବା ବ୍ୟବସାୟ କରି ବିବାହ ଓ ଯାବତୀୟ କାମ ସାରି ନିଜ ପାଇଁ ଘରଟିଏ ତିଆରି କରନ୍ତି, ସେମାନଙ୍କ ଜୀବନର ଏକ ବଡ଼ ସ୍ବପ୍ନ ପୂରଣ ହୁଏ । ଘର ତିଆରି କରିବା ସହଜ କାମ ନୁହେଁ । ଜମି କିଣିବା, ଯୋଜନା ପ୍ରସ୍ତୁତ କରିବା, ଅନୁମତି ନେବା, ଠିକାଦାର ଖୋଜିବା ଆଦି ଅନେକ କାମ କରିବାକୁ ପଡ଼େ ।	[342, 1034, 600, 1102]
sudoku-cell[interactable]	[1382, 1902, 1404, 1924]
solution-cell: 5	[1430, 2090, 1442, 2102]
paragraph: ଯେଉଁମାନେ ଚାକିରି ବା ବ୍ୟବସାୟ କରି ବିବାହ ଓ ଯାବତୀୟ କାମ ସାରି ନିଜ ପାଇଁ ଘରଟିଏ ତିଆରି କରନ୍ତି, ସେମାନଙ୍କ ଜୀବନର ଏକ ବଡ଼ ସ୍ବପ୍ନ ପୂରଣ ହୁଏ । ଘର ତିଆରି କରିବା ସହଜ କାମ ନୁହେଁ । ଜମି କିଣିବା, ଯୋଜନା ପ୍ରସ୍ତୁତ କରିବା, ଅନୁମତି ନେବା, ଠିକାଦାର ଖୋଜିବା ଆଦି ଅନେକ କାମ କରିବାକୁ ପଡ଼େ ।	[886, 1179, 1130, 1261]
paragraph: ରାଜନୀତିରେ ସ୍ବଚ୍ଛତା ଓ ନୈତିକତାର ଅଭାବ ରହିଛି । ନେତାମାନେ କେବଳ ନିର୍ବାଚନ ଜିତିବା ପାଇଁ ପ୍ରତିଶ୍ରୁତି ଦେଉଛନ୍ତି କିନ୍ତୁ ତାହାକୁ ପାଳନ କରୁନାହାନ୍ତି । ଜନସାଧାରଣଙ୍କ ଆସ୍ଥା ହରାଇ ବସିଛନ୍ତି ।	[882, 216, 1130, 271]
paragraph: ସୁପ୍ରିମକୋର୍ଟଙ୍କ ରାୟ ପରେ ସବୁ ପକ୍ଷ ଖୁସି ପ୍ରକାଶ କରିଛନ୍ତି । ସରକାର, କମ୍ପାନୀ ଓ ଆଦିବାସୀ ସମସ୍ତେ ଏହାକୁ ନିଜର ବିଜୟ ବୋଲି କହୁଛନ୍ତି ।	[14, 1621, 332, 1648]
paragraph: ଯେଉଁମାନେ ଚାକିରି ବା ବ୍ୟବସାୟ କରି ବିବାହ ଓ ଯାବତୀୟ କାମ ସାରି ନିଜ ପାଇଁ ଘରଟିଏ ତିଆରି କରନ୍ତି, ସେମାନଙ୍କ ଜୀବନର ଏକ ବଡ଼ ସ୍ବପ୍ନ ପୂରଣ ହୁଏ । ଘର ତିଆରି କରିବା ସହଜ କାମ ନୁହେଁ । ଜମି କିଣିବା, ଯୋଜନା ପ୍ରସ୍ତୁତ କରିବା, ଅନୁମତି ନେବା, ଠିକାଦାର ଖୋଜିବା ଆଦି ଅନେକ କାମ କରିବାକୁ ପଡ଼େ ।	[614, 1358, 872, 1427]
sudoku-cell[interactable]	[1316, 1858, 1338, 1880]
sudoku-cell[interactable]	[1338, 1748, 1360, 1770]
sudoku-cell[interactable]	[1294, 1924, 1316, 1946]
solution-row	[1346, 2042, 1454, 2054]
solution-cell: 7	[1430, 2102, 1442, 2114]
sudoku-box	[1168, 1680, 1492, 2314]
paragraph: ଘର ତିଆରି ପରେ ଟିକସ, ରକ୍ଷଣାବେକ୍ଷଣ ଓ ସୁରକ୍ଷା ଭଳି ବିଷୟ ଉପରେ ମଧ୍ୟ ଧ୍ୟାନ ଦେବାକୁ ପଡ଼େ । ଏହି ସବୁ କଥା ପୂର୍ବରୁ ଯୋଜନା କରିବା ଉଚିତ ।	[886, 1324, 1130, 1365]
poem-line: କି ଯୁଗ ସ୍ବପନ ଭାସୁଛି ନୟନରେ ?	[19, 66, 169, 80]
sudoku-row	[1228, 1858, 1426, 1880]
solution-cell: 2	[1430, 2066, 1442, 2078]
solution-cell: 8	[1442, 2090, 1454, 2102]
letter-3	[1156, 662, 1492, 1058]
contact-line: ପାଠକ ଶ୍ରେଷ୍ଠ ବିଚାରକ ପାଇଁ ଚିଠି ପଠାଇବାର ଠିକଣା:	[1222, 1399, 1444, 1411]
paragraph: ବୈଠକ ଅବସରରେ 'ଦଲାଲି ଉଚ୍ଛେଦ ହେବ' ବୋଲି ଦାବି କରାଯାଇଛି । ସରକାରୀ ଅଫିସରେ ଦଲାଲଙ୍କ ଦୌରାତ୍ମ୍ୟ ବଢ଼ିଚାଲିଛି । ସାଧାରଣ ଲୋକ ଦଲାଲଙ୍କ ବିନା କାମ କରିପାରୁନାହାନ୍ତି । ଏହାକୁ ରୋକିବା ପାଇଁ କଠୋର ପଦକ୍ଷେପ ନେବା ଦରକାର ।	[1156, 1195, 1492, 1236]
paragraph: ବୈଠକ ଅବସରରେ 'ଦଲାଲି ଉଚ୍ଛେଦ ହେବ' ବୋଲି ଦାବି କରାଯାଇଛି । ସରକାରୀ ଅଫିସରେ ଦଲାଲଙ୍କ ଦୌରାତ୍ମ୍ୟ ବଢ଼ିଚାଲିଛି । ସାଧାରଣ ଲୋକ ଦଲାଲଙ୍କ ବିନା କାମ କରିପାରୁନାହାନ୍ତି । ଏହାକୁ ରୋକିବା ପାଇଁ କଠୋର ପଦକ୍ଷେପ ନେବା ଦରକାର ।	[1156, 1106, 1492, 1146]
sudoku-row	[1228, 1792, 1426, 1814]
solution-cell: 2	[1394, 2078, 1406, 2090]
sudoku-cell[interactable]	[1250, 1902, 1272, 1924]
sudoku-cell[interactable]	[1404, 1880, 1426, 1902]
sudoku-cell[interactable]	[1294, 1902, 1316, 1924]
sudoku-cell[interactable]: 2	[1338, 1792, 1360, 1814]
paragraph: ଭୁବନେଶ୍ବର ରାଜ୍ୟର ରାଜଧାନୀ । କିନ୍ତୁ ଏଠାରେ ଡାକସେବା ସନ୍ତୋଷଜନକ ନୁହେଁ । ଡାକ ବିଭାଗ ପକ୍ଷରୁ ଚିଠି ବଣ୍ଟନରେ ବହୁତ ବିଳମ୍ବ ହେଉଛି । ଜରୁରୀ ଚିଠି ସମୟରେ ନ ପହଞ୍ଚିବାରୁ ଲୋକମାନେ ଅସୁବିଧାର ସମ୍ମୁଖୀନ ହେଉଛନ୍ତି । ତେଣୁ କର୍ତ୍ତୃପକ୍ଷ ଏ ଦିଗରେ ଦୃଷ୍ଟି ଦିଅନ୍ତୁ ।	[1156, 99, 1492, 154]
ei-bharatare-body	[8, 296, 322, 796]
paragraph: ଏହି ରାୟ ଭବିଷ୍ୟତରେ ଅନ୍ୟ ଖଣି ପ୍ରକଳ୍ପ ପାଇଁ ଏକ ଉଦାହରଣ ହେବ । ସ୍ଥାନୀୟ ଲୋକଙ୍କ ସହମତି ବିନା କୌଣସି ପ୍ରକଳ୍ପ କାର୍ଯ୍ୟକାରୀ ହେବା ଉଚିତ ନୁହେଁ ।	[884, 2121, 1130, 2162]
masthead	[1000, 4, 1136, 54]
sudoku-cell[interactable]	[1404, 1770, 1426, 1792]
sudoku-cell[interactable]: 7	[1360, 1858, 1382, 1880]
sudoku-cell[interactable]	[1250, 1792, 1272, 1814]
paragraph: ସୁପ୍ରିମକୋର୍ଟଙ୍କ ରାୟ ପରେ ସବୁ ପକ୍ଷ ଖୁସି ପ୍ରକାଶ କରିଛନ୍ତି । ସରକାର, କମ୍ପାନୀ ଓ ଆଦିବାସୀ ସମସ୍ତେ ଏହାକୁ ନିଜର ବିଜୟ ବୋଲି କହୁଛନ୍ତି ।	[352, 2135, 602, 2176]
ghara-title: ଘର ତିଆରି ପରେ	[549, 825, 923, 891]
sudoku-cell[interactable]	[1338, 1814, 1360, 1836]
sudoku-cell[interactable]	[1294, 1770, 1316, 1792]
solution-cell: 1	[1418, 2054, 1430, 2066]
paragraph: ବେଦାନ୍ତ କମ୍ପାନୀ ନିୟମଗିରି ପାହାଡ଼ରୁ ବକ୍ସାଇଟ ଖନନ କରିବାକୁ ଚାହୁଁଥିଲା । କିନ୍ତୁ ସ୍ଥାନୀୟ ଡଙ୍ଗରିଆ କନ୍ଧମାନେ ଏହାର ବିରୋଧ କରିଆସୁଥିଲେ । ସେମାନେ ନିୟମଗିରିକୁ ନିଜର ଦେବତା ବୋଲି ମାନନ୍ତି ।	[618, 2018, 868, 2072]
sudoku-cell[interactable]	[1382, 1880, 1404, 1902]
sudoku-cell[interactable]	[1404, 1748, 1426, 1770]
poem-line: ପାଶୀ କାଲେ ମାନବ ପ୍ରଭୁତ୍ବନିଶି !	[19, 98, 174, 112]
sudoku-cell[interactable]	[1272, 1792, 1294, 1814]
solution-cell: 7	[1346, 2018, 1358, 2030]
main-editorial-title: ମଣିଷଙ୍କ ଅଭାବ	[528, 64, 954, 139]
solution-cell: 9	[1358, 2090, 1370, 2102]
solution-cell: 1	[1346, 2030, 1358, 2042]
pathaka-header-title: ପାଠକ ଶ୍ରେଷ୍ଠ ବିଚାରକ	[1232, 9, 1450, 36]
sudoku-cell[interactable]: 5	[1294, 1880, 1316, 1902]
paragraph: ଆମ ଦେଶରେ ଏବେ ଭଲ ମଣିଷଙ୍କ ଅଭାବ ଦେଖାଦେଉଛି । ଉଚ୍ଚ ପଦାଧିକାରୀମାନଙ୍କ ଠାରୁ ଆରମ୍ଭ କରି ସାଧାରଣ ଲୋକଙ୍କ ପର୍ଯ୍ୟନ୍ତ ସମସ୍ତେ ନିଜ ସ୍ବାର୍ଥ ପାଇଁ ବ୍ୟସ୍ତ । ଦେଶର ସ୍ବାଧୀନତା ସଂଗ୍ରାମରେ ଯେଉଁ ତ୍ୟାଗ ଓ ଆଦର୍ଶ ଥିଲା ତାହା ଆଜି ଲୋପ ପାଇଯାଇଛି ।	[618, 504, 868, 573]
paragraph: ଶ୍ରୀଘ୍ର ନିୟମଗିରି ପ୍ରସଙ୍ଗରେ ସୁପ୍ରିମକୋର୍ଟ ଏକ ଐତିହାସିକ ରାୟ ଦେଇଛନ୍ତି । ଏହି ରାୟରେ ଗ୍ରାମସଭାକୁ ନିଷ୍ପତ୍ତି ନେବାର ଅଧିକାର ଦିଆଯାଇଛି । ଆଦିବାସୀମାନଙ୍କ ଧର୍ମୀୟ ଓ ସାଂସ୍କୃତିକ ଅଧିକାରକୁ ସମ୍ମାନ ଦିଆଯାଇଛି ।	[352, 1766, 602, 1821]
paragraph: ଗ୍ରାମସଭାର ନିଷ୍ପତ୍ତି ଉପରେ ସବୁକିଛି ନିର୍ଭର କରୁଛି । ଆଦିବାସୀମାନଙ୍କ ଅଧିକାର ସୁରକ୍ଷିତ ରହିବା ସହ ଶିଳ୍ପ ବିକାଶ ମଧ୍ୟ ହେବା ଆବଶ୍ୟକ ।	[352, 1677, 602, 1718]
sudoku-cell[interactable]	[1404, 1924, 1426, 1946]
sudoku-cell[interactable]	[1360, 1792, 1382, 1814]
sudoku-logo-part: su	[1177, 1690, 1209, 1716]
sudoku-cell[interactable]: 3	[1272, 1858, 1294, 1880]
paragraph: ଯେଉଁମାନେ ଚାକିରି ବା ବ୍ୟବସାୟ କରି ବିବାହ ଓ ଯାବତୀୟ କାମ ସାରି ନିଜ ପାଇଁ ଘରଟିଏ ତିଆରି କରନ୍ତି, ସେମାନଙ୍କ ଜୀବନର ଏକ ବଡ଼ ସ୍ବପ୍ନ ପୂରଣ ହୁଏ । ଘର ତିଆରି କରିବା ସହଜ କାମ ନୁହେଁ । ଜମି କିଣିବା, ଯୋଜନା ପ୍ରସ୍ତୁତ କରିବା, ଅନୁମତି ନେବା, ଠିକାଦାର ଖୋଜିବା ଆଦି ଅନେକ କାମ କରିବାକୁ ପଡ଼େ ।	[14, 812, 324, 880]
paragraph: ଘର ତିଆରି ସରିବା ପରେ ନୂଆ ସମସ୍ୟା ଆରମ୍ଭ ହୁଏ । ପାଣି, ବିଜୁଳି ଓ ରାସ୍ତା ସଂଯୋଗ ପାଇଁ ବିଭିନ୍ନ ଅଫିସକୁ ଦୌଡ଼ିବାକୁ ପଡ଼େ । ଅନେକ ସମୟରେ ଦଲାଲଙ୍କ ଶରଣାପନ୍ନ ହେବାକୁ ପଡ଼େ ।	[14, 1242, 324, 1283]
india-map-icon	[236, 220, 316, 288]
solution-cell: 2	[1382, 2030, 1394, 2042]
paragraph: ଗ୍ରାମସଭାର ନିଷ୍ପତ୍ତି ଉପରେ ସବୁକିଛି ନିର୍ଭର କରୁଛି । ଆଦିବାସୀମାନଙ୍କ ଅଧିକାର ସୁରକ୍ଷିତ ରହିବା ସହ ଶିଳ୍ପ ବିକାଶ ମଧ୍ୟ ହେବା ଆବଶ୍ୟକ ।	[14, 2043, 332, 2070]
paragraph: କହିବାକୁ ଗଲେ ଯୌତୁକ ପ୍ରଥା ସମାଜର ଏକ ବଡ଼ ଅଭିଶାପ । ବିଭିନ୍ନ ଆଇନ ଥିବା ସତ୍ତ୍ବେ ଏହି ପ୍ରଥା ବନ୍ଦ ହୋଇପାରୁନାହିଁ । ଶାଶୁଘର ଲୋକଙ୍କ ନିର୍ଯାତନାରେ ଅନେକ ବୋହୂ ଆତ୍ମହତ୍ୟା କରୁଛନ୍ତି । ଏହା ଅତ୍ୟନ୍ତ ଦୁଃଖର ବିଷୟ ।	[14, 516, 316, 571]
paragraph: ଗ୍ରାମସଭାର ନିଷ୍ପତ୍ତି ଉପରେ ସବୁକିଛି ନିର୍ଭର କରୁଛି । ଆଦିବାସୀମାନଙ୍କ ଅଧିକାର ସୁରକ୍ଷିତ ରହିବା ସହ ଶିଳ୍ପ ବିକାଶ ମଧ୍ୟ ହେବା ଆବଶ୍ୟକ ।	[352, 1928, 602, 1969]
sudoku-cell[interactable]: 4	[1360, 1836, 1382, 1858]
paragraph: ସରକାର ଓ ସାମାଜିକ ସଂଗଠନମାନେ ଏ ଦିଗରେ ସଚେତନତା ସୃଷ୍ଟି କରିବା ଆବଶ୍ୟକ । ଯୁବପିଢ଼ି ଯୌତୁକ ନ ନେବାକୁ ଶପଥ ନେଲେ ହିଁ ଏହି କୁପ୍ରଥା ଦୂର ହୋଇପାରିବ ।	[14, 413, 316, 454]
sudoku-cell[interactable]: 9	[1250, 1814, 1272, 1836]
paragraph: ଘର ମାଲିକମାନେ ନିଜ ଅଧିକାର ବିଷୟରେ ସଚେତନ ହେବା ଦରକାର । ସରକାର ମଧ୍ୟ ଏହି ପ୍ରକ୍ରିୟାକୁ ସରଳ କରିବା ଆବଶ୍ୟକ ।	[342, 1196, 600, 1236]
sudoku-cell[interactable]	[1360, 1880, 1382, 1902]
paragraph: ଗ୍ରାମସଭାର ନିଷ୍ପତ୍ତି ଉପରେ ସବୁକିଛି ନିର୍ଭର କରୁଛି । ଆଦିବାସୀମାନଙ୍କ ଅଧିକାର ସୁରକ୍ଷିତ ରହିବା ସହ ଶିଳ୍ପ ବିକାଶ ମଧ୍ୟ ହେବା ଆବଶ୍ୟକ ।	[14, 1848, 332, 1874]
sudoku-cell[interactable]: 8	[1294, 1748, 1316, 1770]
quote-author: -ଶ୍ରୀମା	[952, 24, 985, 36]
ghara-contact: ମୋ- ୯୮୬୧୦୬୪୩୬୭	[1035, 1465, 1128, 1478]
pachisha-item: • ଡେବ୍ୟୁଲରେ ଟ୍ରେନ ଦୁର୍ଘଟଣାରେ ୧୨ ଜଣଙ୍କ ମୃତ୍ୟୁ ।	[1182, 1640, 1408, 1652]
paragraph: ବର୍ତ୍ତମାନ ସ୍ଥାନୀୟ ଆସିଛି । ବୃଦ୍ଧ ଭତ୍ତା ପାଇବା ପାଇଁ ବୃଦ୍ଧାବୃଦ୍ଧମାନେ ବହୁ ଦୂରରୁ ବ୍ଲକ ଅଫିସକୁ ଆସିବାକୁ ପଡ଼ୁଛି । ଗ୍ରାମସ୍ତରରେ ଭତ୍ତା ବଣ୍ଟନ ବ୍ୟବସ୍ଥା କଲେ ସେମାନେ ଉପକୃତ ହେବେ । ବହୁ ସମୟ ଧାଡ଼ିରେ ଠିଆ ହେବାକୁ ପଡ଼ୁଛି । ପ୍ରଶାସନ ଏ ଦିଗରେ ଦୃଷ୍ଟି ଦେବା ଆବଶ୍ୟକ ।	[1156, 813, 1492, 867]
paragraph: ଘର ତିଆରି ପରେ ଟିକସ, ରକ୍ଷଣାବେକ୍ଷଣ ଓ ସୁରକ୍ଷା ଭଳି ବିଷୟ ଉପରେ ମଧ୍ୟ ଧ୍ୟାନ ଦେବାକୁ ପଡ଼େ । ଏହି ସବୁ କଥା ପୂର୍ବରୁ ଯୋଜନା କରିବା ଉଚିତ ।	[14, 1287, 324, 1313]
paragraph: ସୁପ୍ରିମକୋର୍ଟଙ୍କ ରାୟ ପରେ ସବୁ ପକ୍ଷ ଖୁସି ପ୍ରକାଶ କରିଛନ୍ତି । ସରକାର, କମ୍ପାନୀ ଓ ଆଦିବାସୀ ସମସ୍ତେ ଏହାକୁ ନିଜର ବିଜୟ ବୋଲି କହୁଛନ୍ତି ।	[884, 1780, 1130, 1821]
paragraph: ଘର ମାଲିକମାନେ ନିଜ ଅଧିକାର ବିଷୟରେ ସଚେତନ ହେବା ଦରକାର । ସରକାର ମଧ୍ୟ ଏହି ପ୍ରକ୍ରିୟାକୁ ସରଳ କରିବା ଆବଶ୍ୟକ ।	[14, 1138, 324, 1165]
solution-cell: 8	[1430, 2042, 1442, 2054]
sudoku-cell[interactable]	[1272, 1924, 1294, 1946]
solution-cell: 4	[1418, 2066, 1430, 2078]
paragraph: ଯେଉଁମାନେ ଚାକିରି ବା ବ୍ୟବସାୟ କରି ବିବାହ ଓ ଯାବତୀୟ କାମ ସାରି ନିଜ ପାଇଁ ଘରଟିଏ ତିଆରି କରନ୍ତି, ସେମାନଙ୍କ ଜୀବନର ଏକ ବଡ଼ ସ୍ବପ୍ନ ପୂରଣ ହୁଏ । ଘର ତିଆରି କରିବା ସହଜ କାମ ନୁହେଁ । ଜମି କିଣିବା, ଯୋଜନା ପ୍ରସ୍ତୁତ କରିବା, ଅନୁମତି ନେବା, ଠିକାଦାର ଖୋଜିବା ଆଦି ଅନେକ କାମ କରିବାକୁ ପଡ଼େ ।	[342, 1240, 600, 1309]
solution-cell: 2	[1370, 2054, 1382, 2066]
column-rule	[342, 1494, 343, 2306]
sudoku-cell[interactable]	[1404, 1814, 1426, 1836]
paragraph: ଗତ ୧୯.୪ ତାରିଖ ଧରିତ୍ରୀରେ ପ୍ରକାଶିତ ପ୍ରବନ୍ଧ ବାସ୍ତବଧର୍ମୀ ଥିଲା । ଲେଖକ ସମାଜର ବାସ୍ତବ ଚିତ୍ରକୁ ସୁନ୍ଦର ଭାବେ ଉପସ୍ଥାପନ କରିଛନ୍ତି । ଏହିପରି ଲେଖା ପାଠକଙ୍କୁ ସଚେତନ କରେ ।	[1156, 470, 1492, 510]
paragraph: ବେଦାନ୍ତ କମ୍ପାନୀ ନିୟମଗିରି ପାହାଡ଼ରୁ ବକ୍ସାଇଟ ଖନନ କରିବାକୁ ଚାହୁଁଥିଲା । କିନ୍ତୁ ସ୍ଥାନୀୟ ଡଙ୍ଗରିଆ କନ୍ଧମାନେ ଏହାର ବିରୋଧ କରିଆସୁଥିଲେ । ସେମାନେ ନିୟମଗିରିକୁ ନିଜର ଦେବତା ବୋଲି ମାନନ୍ତି ।	[884, 1722, 1130, 1776]
solution-row	[1346, 2114, 1454, 2126]
sudoku-cell[interactable]: 4	[1382, 1748, 1404, 1770]
sudoku-cell[interactable]	[1272, 1814, 1294, 1836]
solution-cell: 8	[1358, 2114, 1370, 2126]
pachisha-item: • ବାଂଲାଦେଶରେ ଏକ ବନ୍ୟା ଦୁର୍ଘଟଣାରେ ୨୦ ଜଣଙ୍କ ମୃତ୍ୟୁ ।	[1182, 1622, 1430, 1634]
sudoku-cell[interactable]	[1228, 1880, 1250, 1902]
paragraph: ଆମ ଦେଶରେ ଏବେ ଭଲ ମଣିଷଙ୍କ ଅଭାବ ଦେଖାଦେଉଛି । ଉଚ୍ଚ ପଦାଧିକାରୀମାନଙ୍କ ଠାରୁ ଆରମ୍ଭ କରି ସାଧାରଣ ଲୋକଙ୍କ ପର୍ଯ୍ୟନ୍ତ ସମସ୍ତେ ନିଜ ସ୍ବାର୍ଥ ପାଇଁ ବ୍ୟସ୍ତ । ଦେଶର ସ୍ବାଧୀନତା ସଂଗ୍ରାମରେ ଯେଉଁ ତ୍ୟାଗ ଓ ଆଦର୍ଶ ଥିଲା ତାହା ଆଜି ଲୋପ ପାଇଯାଇଛି ।	[352, 144, 604, 212]
sudoku-cell[interactable]: 3	[1316, 1792, 1338, 1814]
paragraph: ବେଦାନ୍ତ କମ୍ପାନୀ ନିୟମଗିରି ପାହାଡ଼ରୁ ବକ୍ସାଇଟ ଖନନ କରିବାକୁ ଚାହୁଁଥିଲା । କିନ୍ତୁ ସ୍ଥାନୀୟ ଡଙ୍ଗରିଆ କନ୍ଧମାନେ ଏହାର ବିରୋଧ କରିଆସୁଥିଲେ । ସେମାନେ ନିୟମଗିରିକୁ ନିଜର ଦେବତା ବୋଲି ମାନନ୍ତି ।	[352, 1825, 602, 1880]
solution-cell: 8	[1346, 2054, 1358, 2066]
